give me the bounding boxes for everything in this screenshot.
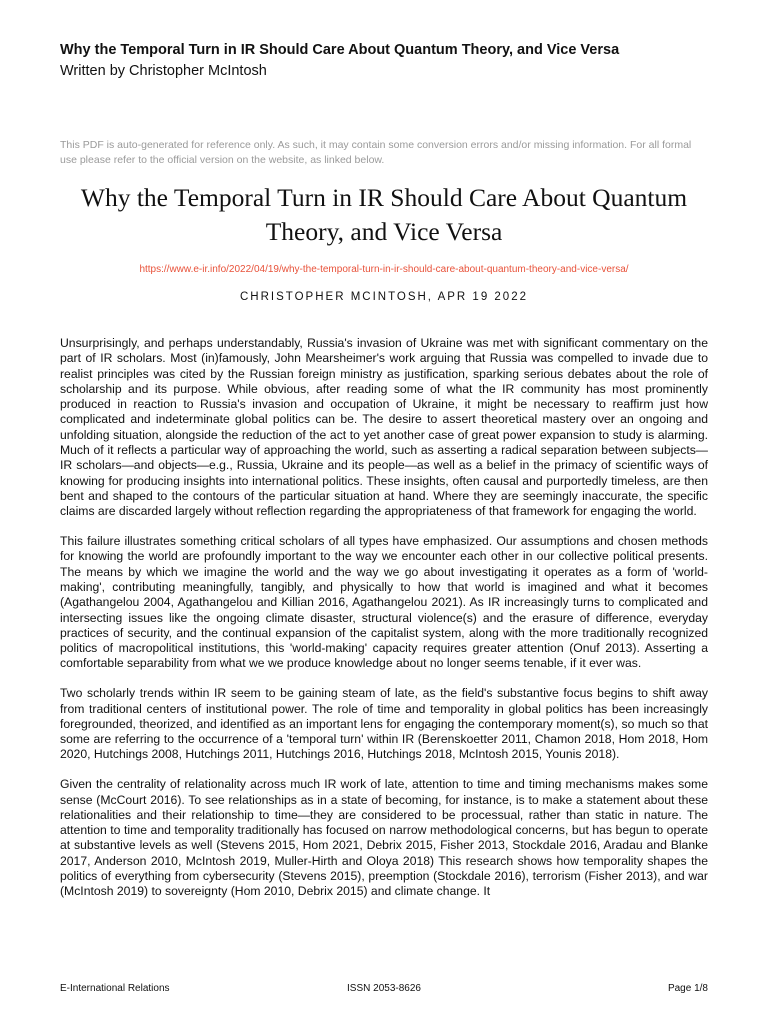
source-url-link[interactable]: https://www.e-ir.info/2022/04/19/why-the-temporal-turn-in-ir-should-care-about-quantum-theory-and-vice-versa/: [139, 264, 629, 275]
article-paragraph: Unsurprisingly, and perhaps understandably, Russia's invasion of Ukraine was met with significant commentary on the part of IR scholars. Most (in)famously, John Mearsheimer's work arguing that Russia was compelled to invade due to realist principles was cited by the Russian foreign ministry as justification, sparking serious debates about the role of scholarship and its purpose. While obvious, after reading some of what the IR community has most prominently produced in reaction to Russia's invasion and occupation of Ukraine, it might be necessary to reaffirm just how complicated and indeterminate global politics can be. The desire to assert theoretical mastery over an ongoing and unfolding situation, alongside the reduction of the act to yet another case of great power expansion to study is alarming. Much of it reflects a particular way of approaching the world, such as asserting a radical separation between subjects—IR scholars—and objects—e.g., Russia, Ukraine and its people—as well as a belief in the primacy of scientific ways of knowing for producing insights into international politics. These insights, often causal and purportedly timeless, are then bent and shaped to the contours of the particular situation at hand. Where they are seemingly inaccurate, the specific claims are discarded largely without reflection regarding the appropriateness of that framework for engaging the world.: [60, 336, 708, 519]
header-author: Written by Christopher McIntosh: [60, 63, 267, 79]
article-paragraph: Given the centrality of relationality across much IR work of late, attention to time and timing mechanisms makes some sense (McCourt 2016). To see relationships as in a state of becoming, for instance, is to make a statement about these relationalities and their relationship to time—they are considered to be processual, rather than static in nature. The attention to time and temporality traditionally has focused on narrow methodological concerns, but has begun to operate at substantive levels as well (Stevens 2015, Hom 2021, Debrix 2015, Fisher 2013, Stockdale 2016, Aradau and Blanke 2017, Anderson 2010, McIntosh 2019, Muller-Hirth and Oloya 2018) This research shows how temporality shapes the politics of everything from cybersecurity (Stevens 2015), preemption (Stockdale 2016), terrorism (Fisher 2013), and war (McIntosh 2019) to sovereignty (Hom 2010, Debrix 2015) and climate change. It: [60, 777, 708, 899]
article-title: Why the Temporal Turn in IR Should Care About Quantum Theory, and Vice Versa: [80, 183, 688, 246]
article-paragraph: This failure illustrates something critical scholars of all types have emphasized. Our assumptions and chosen methods for knowing the world are profoundly important to the way we encounter each other in our collective political presents. The means by which we imagine the world and the way we go about investigating it operates as a form of 'world-making', contributing meaningfully, tangibly, and physically to how that world is imagined and what it becomes (Agathangelou 2004, Agathangelou and Killian 2016, Agathangelou 2021). As IR increasingly turns to complicated and intersecting issues like the ongoing climate disaster, structural violence(s) and the erasure of difference, everyday practices of security, and the continual expansion of the capitalist system, along with the more traditionally recognized politics of macropolitical institutions, this 'world-making' capacity requires greater attention (Onuf 2013). Asserting a comfortable separability from what we we produce knowledge about no longer seems tenable, if it ever was.: [60, 534, 708, 671]
article-body: [60, 336, 708, 914]
footer-page-number: Page 1/8: [667, 983, 708, 994]
article-paragraph: Two scholarly trends within IR seem to be gaining steam of late, as the field's substantive focus begins to shift away from traditional centers of institutional power. The role of time and temporality in global politics has been increasingly foregrounded, theorized, and identified as an important lens for engaging the contemporary moment(s), so much so that some are referring to the occurrence of a 'temporal turn' within IR (Berenskoetter 2011, Chamon 2018, Hom 2018, Hom 2020, Hutchings 2008, Hutchings 2011, Hutchings 2016, Hutchings 2018, McIntosh 2015, Younis 2018).: [60, 686, 708, 762]
byline: [60, 291, 708, 303]
header-title: Why the Temporal Turn in IR Should Care About Quantum Theory, and Vice Versa: [60, 42, 620, 58]
page-header: [60, 40, 720, 81]
footer-issn: ISSN 2053-8626: [347, 983, 421, 994]
footer-publisher: E-International Relations: [60, 983, 170, 994]
page-footer: [60, 983, 708, 997]
byline-date: APR 19 2022: [437, 291, 528, 303]
disclaimer-note: This PDF is auto-generated for reference only. As such, it may contain some conversion errors and/or missing information. For all formal use please refer to the official version on the website, as linked below.: [60, 139, 692, 166]
byline-author: CHRISTOPHER MCINTOSH,: [240, 291, 434, 303]
